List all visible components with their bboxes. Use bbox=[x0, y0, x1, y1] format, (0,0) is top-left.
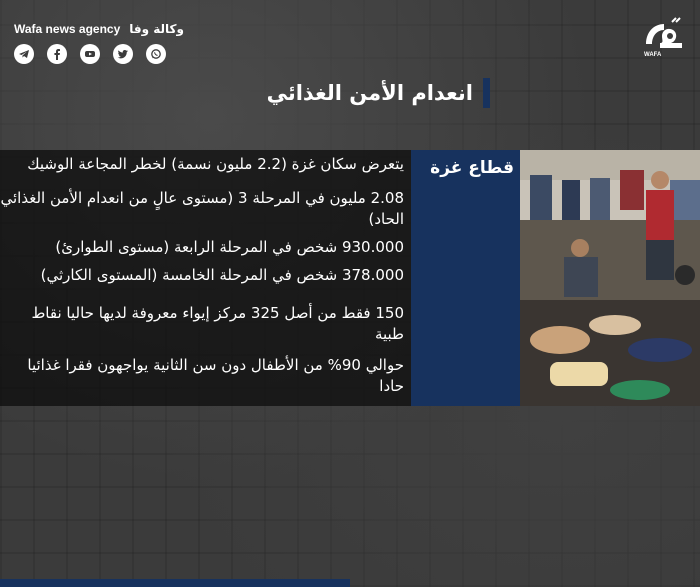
list-item: 2.08 مليون في المرحلة 3 (مستوى عالٍ من انعدام الأمن الغذائي الحاد) bbox=[0, 189, 404, 228]
social-links bbox=[14, 44, 184, 64]
title-accent-bar bbox=[483, 78, 490, 108]
title-block bbox=[267, 78, 490, 108]
logo-text: WAFA bbox=[644, 52, 662, 58]
list-item: 930.000 شخص في المرحلة الرابعة (مستوى الطوارئ) bbox=[55, 238, 404, 256]
gaza-photo bbox=[520, 150, 700, 406]
list-item: 378.000 شخص في المرحلة الخامسة (المستوى الكارثي) bbox=[40, 266, 404, 284]
bottom-accent-bar bbox=[0, 579, 350, 587]
section-label-box bbox=[411, 150, 520, 406]
section-label: قطاع غزة bbox=[430, 158, 514, 178]
twitter-icon[interactable] bbox=[113, 44, 133, 64]
list-item: حوالي 90% من الأطفال دون سن الثانية يواجهون فقرا غذائيا حادا bbox=[27, 356, 404, 395]
facebook-icon[interactable] bbox=[47, 44, 67, 64]
brand-block bbox=[14, 22, 184, 64]
page-title: انعدام الأمن الغذائي bbox=[266, 81, 473, 105]
brand-name-ar: وكالة وفا bbox=[129, 22, 184, 36]
list-item: يتعرض سكان غزة (2.2 مليون نسمة) لخطر المجاعة الوشيك bbox=[27, 155, 404, 173]
youtube-icon[interactable] bbox=[80, 44, 100, 64]
whatsapp-icon[interactable] bbox=[146, 44, 166, 64]
list-item: 150 فقط من أصل 325 مركز إيواء معروفة لديها حاليا نقاط طبية bbox=[31, 304, 404, 343]
telegram-icon[interactable] bbox=[14, 44, 34, 64]
wafa-logo bbox=[642, 14, 686, 58]
brand-name-en: Wafa news agency bbox=[14, 22, 121, 36]
